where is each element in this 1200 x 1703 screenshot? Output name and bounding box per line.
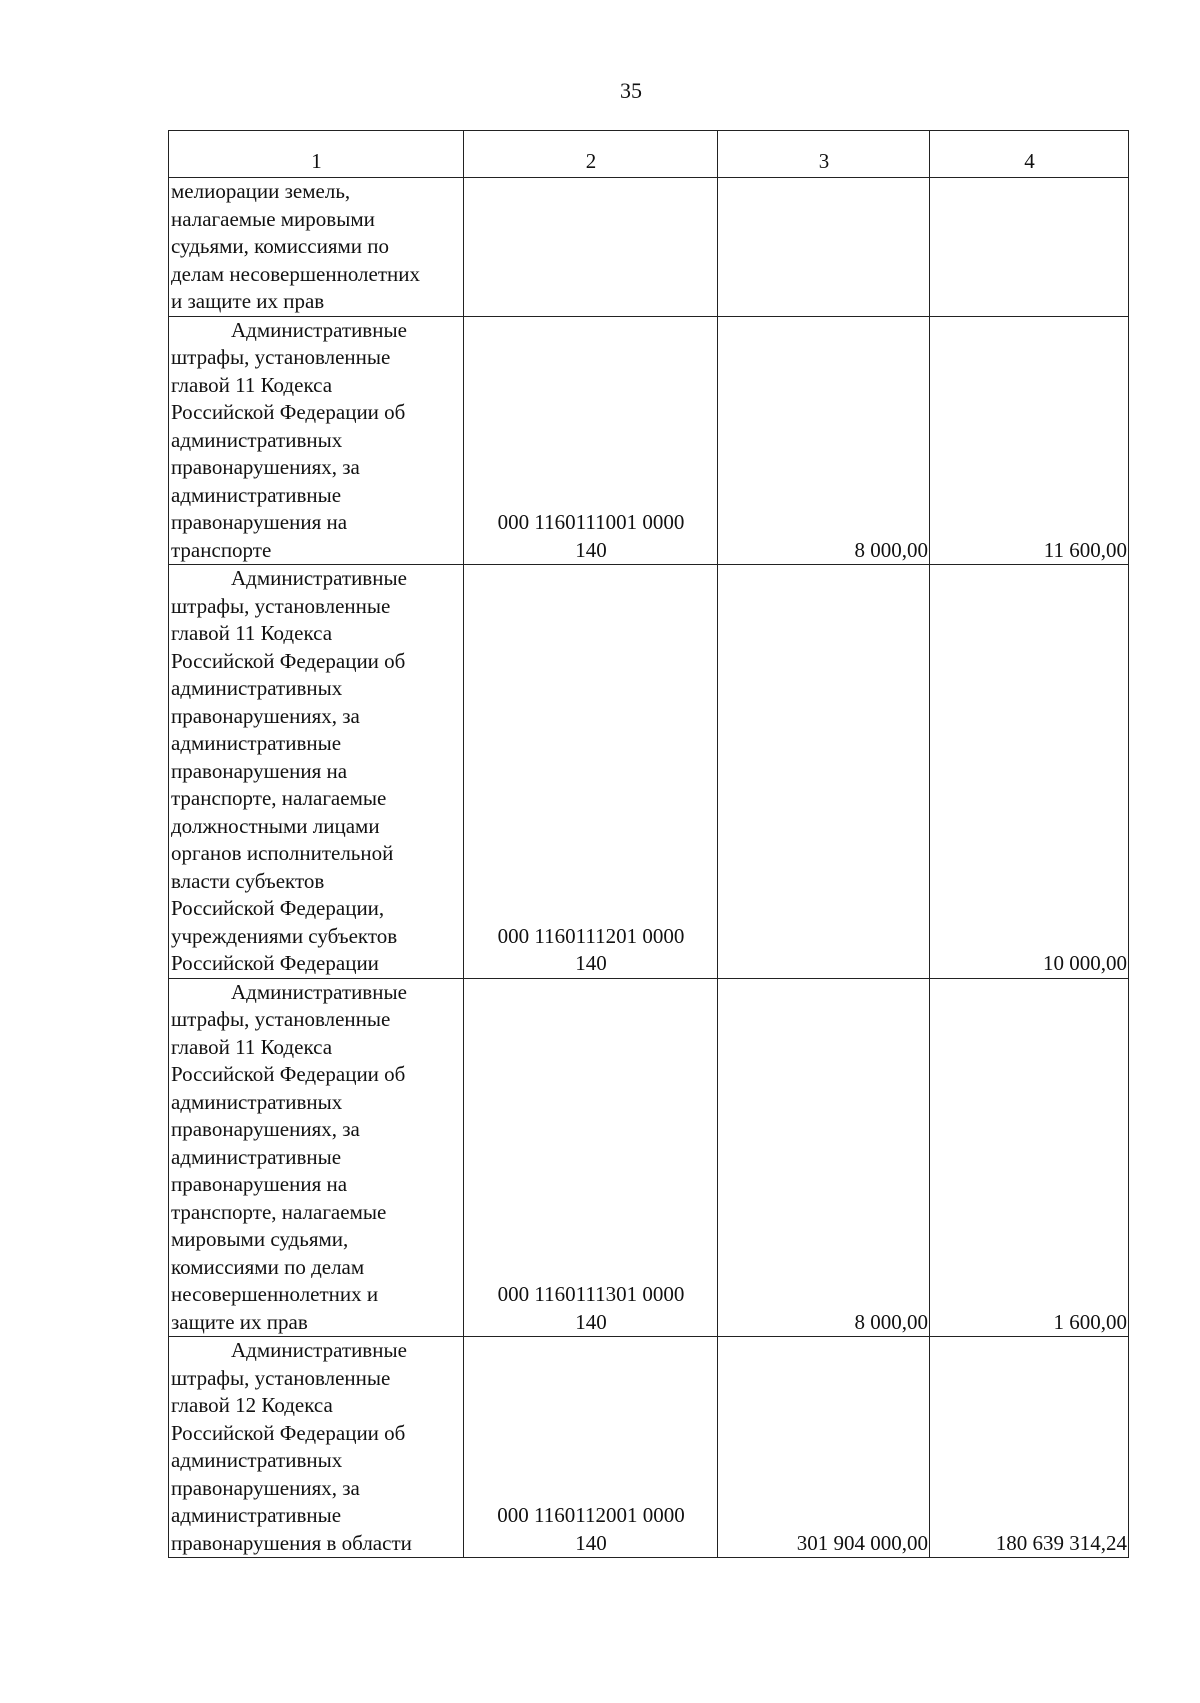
- header-row: [169, 131, 1129, 178]
- table-row: [169, 565, 1129, 979]
- description-line: и защите их прав: [171, 289, 325, 313]
- description-line: должностными лицами: [171, 813, 380, 838]
- description-line: органов исполнительной: [171, 841, 394, 865]
- description-line: Российской Федерации об: [171, 400, 406, 424]
- description-line: правонарушениях, за: [171, 1475, 360, 1500]
- header-col-4: 4: [930, 131, 1129, 178]
- description-line: административные: [171, 1144, 342, 1169]
- table-body: [169, 178, 1129, 1558]
- row-amount-col3: [718, 565, 930, 979]
- row-description: [169, 1337, 464, 1558]
- description-line: несовершеннолетних и: [171, 1282, 379, 1306]
- description-line: Административные: [231, 979, 407, 1004]
- row-description: [169, 978, 464, 1337]
- row-budget-code: [464, 565, 718, 979]
- description-line: административные: [171, 731, 342, 755]
- description-line: правонарушения в области: [171, 1530, 412, 1555]
- header-col-2: 2: [464, 131, 718, 178]
- description-line: судьями, комиссиями по: [171, 234, 389, 258]
- description-line: Российской Федерации об: [171, 1062, 406, 1086]
- description-line: административных: [171, 1448, 343, 1472]
- description-line: делам несовершеннолетних: [171, 261, 421, 286]
- budget-code-line: 000 1160111201 0000: [497, 923, 685, 948]
- description-line: Административные: [231, 317, 407, 342]
- table-row: [169, 316, 1129, 565]
- budget-code-line: 140: [575, 1309, 607, 1334]
- description-line: транспорте, налагаемые: [171, 1199, 387, 1224]
- description-line: правонарушения на: [171, 1172, 348, 1196]
- row-description: [169, 316, 464, 565]
- description-line: главой 11 Кодекса: [171, 1034, 333, 1059]
- description-line: мелиорации земель,: [171, 179, 351, 203]
- description-line: штрафы, установленные: [171, 345, 391, 369]
- description-line: административные: [171, 482, 342, 507]
- header-col-1: 1: [169, 131, 464, 178]
- description-line: административных: [171, 427, 343, 452]
- page-number: 35: [620, 78, 642, 103]
- table-row: [169, 978, 1129, 1337]
- description-line: транспорте, налагаемые: [171, 786, 387, 810]
- row-description: [169, 178, 464, 317]
- description-line: главой 11 Кодекса: [171, 372, 333, 397]
- row-amount-col4: 11 600,00: [930, 316, 1129, 565]
- row-budget-code: [464, 316, 718, 565]
- description-line: правонарушения на: [171, 510, 348, 534]
- row-amount-col3: 8 000,00: [718, 978, 930, 1337]
- description-line: правонарушениях, за: [171, 1117, 360, 1141]
- row-amount-col4: [930, 178, 1129, 317]
- row-amount-col3: 301 904 000,00: [718, 1337, 930, 1558]
- description-line: Российской Федерации,: [171, 896, 385, 920]
- budget-code-line: 140: [575, 1530, 607, 1555]
- description-line: Российской Федерации об: [171, 648, 406, 673]
- table-row: [169, 178, 1129, 317]
- table-row: [169, 1337, 1129, 1558]
- description-line: правонарушениях, за: [171, 703, 360, 728]
- description-line: штрафы, установленные: [171, 1365, 391, 1390]
- header-col-3: 3: [718, 131, 930, 178]
- budget-code-line: 140: [575, 951, 607, 975]
- description-line: Российской Федерации: [171, 951, 379, 975]
- description-line: Административные: [231, 1338, 407, 1362]
- row-budget-code: [464, 1337, 718, 1558]
- description-line: главой 11 Кодекса: [171, 621, 333, 645]
- row-amount-col4: 10 000,00: [930, 565, 1129, 979]
- description-line: транспорте: [171, 537, 272, 562]
- budget-code-line: 000 1160112001 0000: [497, 1503, 685, 1527]
- row-amount-col4: 1 600,00: [930, 978, 1129, 1337]
- description-line: штрафы, установленные: [171, 1007, 391, 1031]
- description-line: правонарушения на: [171, 758, 348, 783]
- row-amount-col4: 180 639 314,24: [930, 1337, 1129, 1558]
- description-line: учреждениями субъектов: [171, 923, 398, 948]
- description-line: Российской Федерации об: [171, 1420, 406, 1445]
- budget-code-line: 140: [575, 537, 607, 562]
- description-line: административных: [171, 676, 343, 700]
- description-line: власти субъектов: [171, 868, 325, 893]
- row-description: [169, 565, 464, 979]
- description-line: комиссиями по делам: [171, 1254, 365, 1279]
- row-amount-col3: [718, 178, 930, 317]
- description-line: правонарушениях, за: [171, 455, 360, 479]
- row-budget-code: [464, 178, 718, 317]
- description-line: налагаемые мировыми: [171, 206, 375, 231]
- description-line: административные: [171, 1503, 342, 1527]
- row-amount-col3: 8 000,00: [718, 316, 930, 565]
- description-line: штрафы, установленные: [171, 593, 391, 618]
- description-line: защите их прав: [171, 1309, 308, 1334]
- description-line: главой 12 Кодекса: [171, 1393, 333, 1417]
- budget-code-line: 000 1160111301 0000: [497, 1282, 685, 1306]
- budget-table: [168, 130, 1129, 1558]
- description-line: мировыми судьями,: [171, 1227, 349, 1251]
- row-budget-code: [464, 978, 718, 1337]
- description-line: Административные: [231, 566, 407, 590]
- budget-code-line: 000 1160111001 0000: [497, 510, 685, 534]
- description-line: административных: [171, 1089, 343, 1114]
